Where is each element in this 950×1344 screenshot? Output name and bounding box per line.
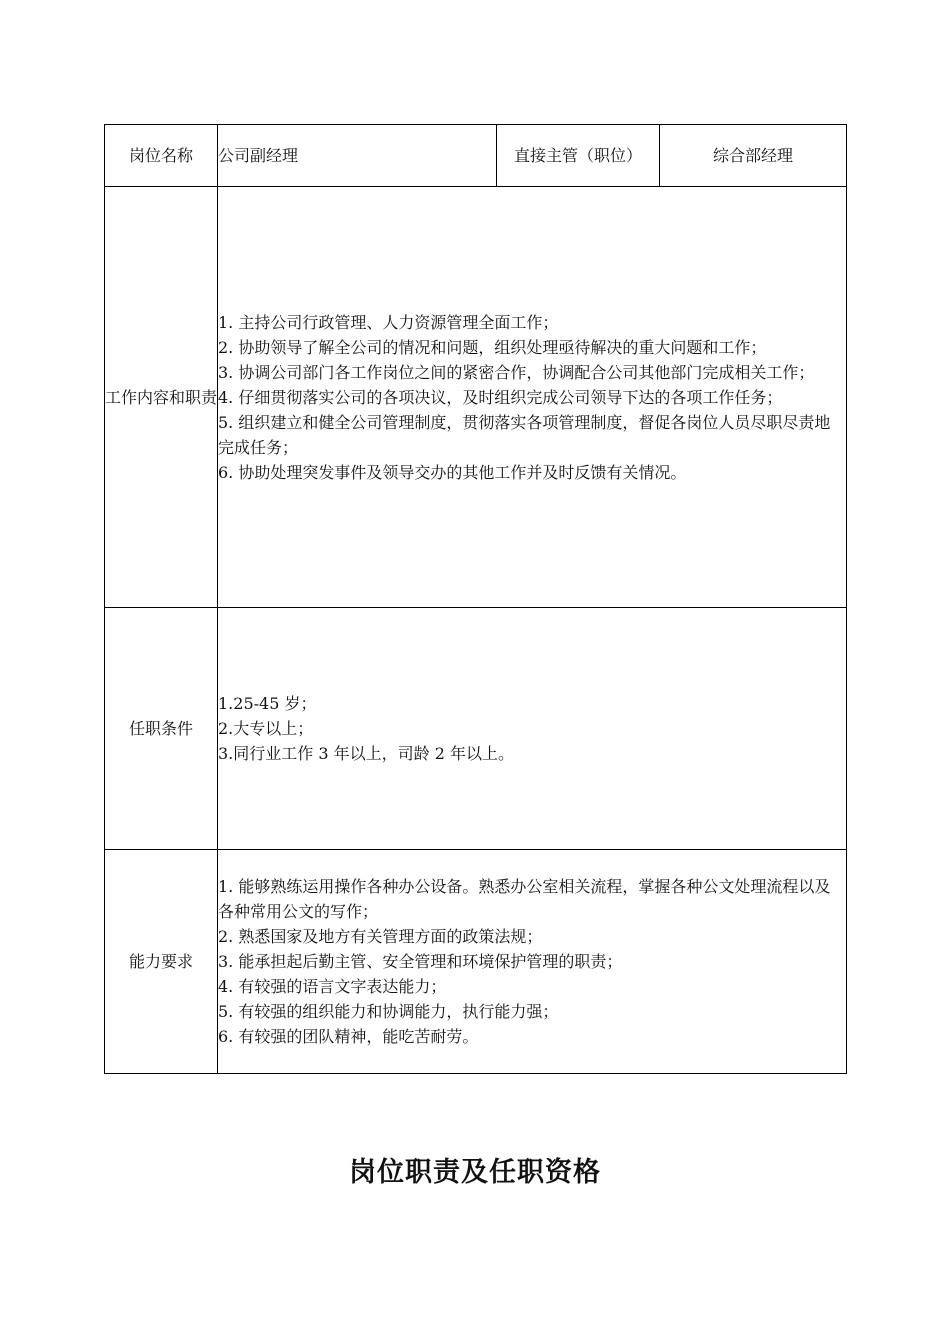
duties-row <box>105 187 847 608</box>
duty-item: 1. 主持公司行政管理、人力资源管理全面工作； <box>218 312 559 332</box>
qualifications-label: 任职条件 <box>105 608 218 850</box>
supervisor-value: 综合部经理 <box>660 125 847 187</box>
duties-content <box>218 187 847 608</box>
job-description-table <box>104 124 847 1074</box>
qualifications-content <box>218 608 847 850</box>
abilities-row <box>105 850 847 1074</box>
duty-item: 2. 协助领导了解全公司的情况和问题，组织处理亟待解决的重大问题和工作； <box>218 337 767 357</box>
duties-label: 工作内容和职责 <box>105 187 218 608</box>
qualification-item: 1.25-45 岁； <box>218 694 317 713</box>
document-title: 岗位职责及任职资格 <box>349 1157 601 1188</box>
qualification-item: 3.同行业工作 3 年以上，司龄 2 年以上。 <box>218 744 514 763</box>
ability-item: 4. 有较强的语言文字表达能力； <box>218 977 447 996</box>
qualification-item: 2.大专以上； <box>218 719 314 738</box>
position-name-value: 公司副经理 <box>218 125 497 187</box>
abilities-content <box>218 850 847 1074</box>
ability-item: 2. 熟悉国家及地方有关管理方面的政策法规； <box>218 927 543 946</box>
abilities-label: 能力要求 <box>105 850 218 1074</box>
position-name-label: 岗位名称 <box>105 125 218 187</box>
position-row <box>105 125 847 187</box>
ability-item: 1. 能够熟练运用操作各种办公设备。熟悉办公室相关流程，掌握各种公文处理流程以及各种常用公文的写作； <box>218 877 831 921</box>
duty-item: 6. 协助处理突发事件及领导交办的其他工作并及时反馈有关情况。 <box>218 462 687 482</box>
ability-item: 3. 能承担起后勤主管、安全管理和环境保护管理的职责； <box>218 952 623 971</box>
duty-item: 4. 仔细贯彻落实公司的各项决议，及时组织完成公司领导下达的各项工作任务； <box>218 387 783 407</box>
ability-item: 5. 有较强的组织能力和协调能力，执行能力强； <box>218 1002 559 1021</box>
qualifications-row <box>105 608 847 850</box>
duty-item: 3. 协调公司部门各工作岗位之间的紧密合作，协调配合公司其他部门完成相关工作； <box>218 362 815 382</box>
duty-item: 5. 组织建立和健全公司管理制度，贯彻落实各项管理制度，督促各岗位人员尽职尽责地完成任务； <box>218 412 831 457</box>
ability-item: 6. 有较强的团队精神，能吃苦耐劳。 <box>218 1027 479 1046</box>
supervisor-label: 直接主管（职位） <box>497 125 660 187</box>
